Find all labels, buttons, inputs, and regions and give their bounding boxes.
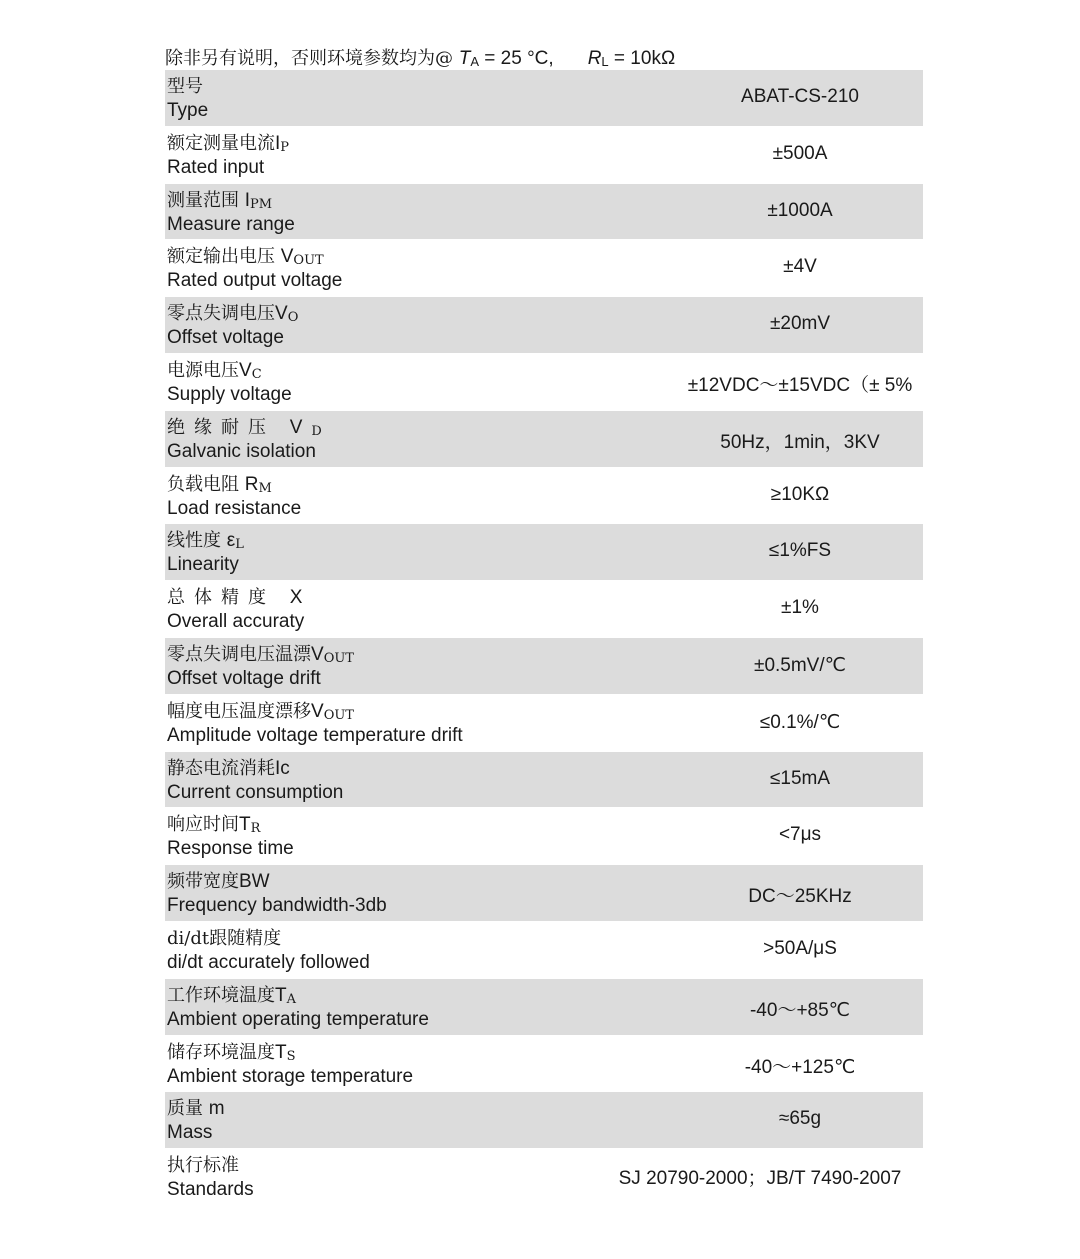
- spec-row: [165, 297, 923, 354]
- param-value: ≈65g: [778, 1108, 822, 1130]
- param-cn-text: 执行标准: [167, 1155, 239, 1177]
- param-name-en: Rated output voltage: [167, 270, 343, 292]
- param-cn-text: 电源电压: [167, 359, 239, 381]
- spec-row: [165, 1036, 923, 1093]
- param-symbol-sub: OUT: [293, 253, 324, 269]
- param-cn-text: 工作环境温度: [167, 984, 275, 1006]
- param-name-en: Linearity: [167, 554, 239, 576]
- spec-row: [165, 184, 923, 241]
- param-name-cn: [167, 1094, 225, 1120]
- spec-row: [165, 411, 923, 468]
- param-symbol: ε: [226, 530, 236, 552]
- param-value: SJ 20790-2000；JB/T 7490-2007: [618, 1168, 902, 1190]
- param-name-en: Galvanic isolation: [167, 440, 316, 462]
- param-cn-text: 型号: [167, 76, 203, 97]
- param-symbol-sub: D: [311, 423, 331, 439]
- param-symbol: X: [289, 587, 312, 609]
- param-name-cn: [167, 129, 289, 155]
- param-name-en: Offset voltage: [167, 327, 284, 349]
- param-cn-text: 额定输出电压: [167, 246, 281, 268]
- spec-row: [165, 70, 923, 127]
- spec-row: [165, 354, 923, 411]
- param-value: ±20mV: [769, 313, 831, 335]
- param-cn-text: 线性度: [167, 530, 227, 552]
- param-symbol: m: [208, 1098, 225, 1120]
- param-cn-text: 测量范围: [167, 189, 245, 211]
- param-name-cn: [167, 754, 290, 780]
- param-name-cn: [167, 924, 281, 950]
- param-name-cn: [167, 583, 311, 609]
- test-conditions-line: [165, 44, 675, 70]
- param-symbol-sub: P: [280, 139, 290, 155]
- param-symbol-sub: S: [286, 1048, 296, 1064]
- param-name-en: Type: [167, 100, 209, 121]
- param-name-en: Load resistance: [167, 497, 302, 519]
- spec-row: [165, 468, 923, 525]
- param-symbol: Ic: [275, 757, 290, 779]
- param-cn-text: 总体精度: [167, 587, 290, 609]
- ta-value: = 25 °C,: [479, 48, 554, 69]
- conditions-prefix: 除非另有说明，否则环境参数均为@: [165, 48, 459, 69]
- param-name-en: Supply voltage: [167, 383, 292, 405]
- param-symbol: V: [280, 246, 294, 268]
- param-value: ±4V: [783, 256, 817, 278]
- spec-row: [165, 695, 923, 752]
- param-symbol-sub: OUT: [323, 707, 354, 723]
- param-name-cn: [167, 867, 270, 893]
- param-symbol: V: [311, 643, 324, 665]
- param-name-cn: [167, 1151, 239, 1177]
- param-value: ±500A: [772, 142, 828, 164]
- param-name-cn: [167, 413, 331, 439]
- param-symbol: V: [289, 416, 312, 438]
- param-value: ≤15mA: [769, 767, 831, 789]
- param-symbol: R: [244, 473, 259, 495]
- param-value: -40～+125℃: [744, 1056, 856, 1078]
- param-value: ABAT-CS-210: [741, 86, 859, 107]
- spec-row: [165, 524, 923, 581]
- spec-row: [165, 752, 923, 809]
- param-cn-text: di/dt跟随精度: [167, 927, 282, 949]
- param-name-cn: [167, 1038, 296, 1064]
- param-name-en: Overall accuraty: [167, 611, 305, 633]
- param-name-en: Measure range: [167, 213, 295, 235]
- param-symbol-sub: M: [258, 480, 272, 496]
- param-name-en: di/dt accurately followed: [167, 951, 370, 973]
- param-symbol: I: [275, 132, 281, 154]
- param-symbol: T: [275, 984, 287, 1006]
- param-cn-text: 绝缘耐压: [167, 416, 290, 438]
- spec-table: [165, 70, 923, 1206]
- param-name-en: Ambient operating temperature: [167, 1008, 429, 1030]
- param-name-en: Amplitude voltage temperature drift: [167, 724, 463, 746]
- param-name-en: Rated input: [167, 156, 265, 178]
- param-name-cn: [167, 72, 203, 98]
- param-symbol: T: [275, 1041, 287, 1063]
- param-value: ±12VDC～±15VDC（± 5%: [687, 374, 913, 396]
- spec-row: [165, 979, 923, 1036]
- param-value: >50A/μS: [763, 937, 837, 959]
- param-name-cn: [167, 299, 298, 325]
- param-cn-text: 幅度电压温度漂移: [167, 700, 311, 722]
- param-cn-text: 静态电流消耗: [167, 757, 275, 779]
- param-symbol-sub: C: [251, 366, 262, 382]
- param-symbol-sub: R: [250, 821, 261, 837]
- param-symbol: V: [275, 303, 288, 325]
- param-symbol: V: [311, 700, 324, 722]
- param-cn-text: 质量: [167, 1098, 209, 1120]
- spec-row: [165, 1149, 923, 1206]
- param-value: ±0.5mV/℃: [754, 654, 846, 676]
- param-cn-text: 零点失调电压: [167, 303, 275, 325]
- param-value: ≤1%FS: [768, 540, 832, 562]
- param-value: 50Hz，1min，3KV: [720, 431, 880, 453]
- param-value: ≥10KΩ: [770, 483, 830, 505]
- param-value: ≤0.1%/℃: [759, 711, 841, 733]
- param-name-en: Current consumption: [167, 781, 344, 803]
- param-name-en: Standards: [167, 1179, 254, 1201]
- param-name-en: Ambient storage temperature: [167, 1065, 414, 1087]
- rl-subscript: L: [601, 54, 609, 69]
- param-value: -40～+85℃: [749, 999, 851, 1021]
- param-value: ±1%: [781, 597, 819, 619]
- param-symbol: T: [239, 814, 251, 836]
- param-name-en: Response time: [167, 838, 294, 860]
- spec-row: [165, 240, 923, 297]
- param-name-cn: [167, 242, 324, 268]
- param-symbol-sub: L: [235, 537, 244, 553]
- param-symbol-sub: OUT: [323, 650, 354, 666]
- param-name-cn: [167, 697, 354, 723]
- param-name-cn: [167, 981, 296, 1007]
- param-name-en: Frequency bandwidth-3db: [167, 895, 387, 917]
- param-cn-text: 频带宽度: [167, 871, 239, 893]
- param-name-cn: [167, 640, 354, 666]
- param-cn-text: 响应时间: [167, 814, 239, 836]
- param-symbol: BW: [239, 871, 270, 893]
- param-cn-text: 储存环境温度: [167, 1041, 275, 1063]
- spec-row: [165, 922, 923, 979]
- ta-symbol: T: [458, 48, 471, 69]
- spec-row: [165, 1092, 923, 1149]
- param-name-cn: [167, 470, 272, 496]
- param-value: <7μs: [778, 824, 822, 846]
- param-name-cn: [167, 356, 262, 382]
- param-symbol-sub: PM: [250, 196, 273, 212]
- spec-row: [165, 865, 923, 922]
- param-symbol-sub: A: [286, 991, 296, 1007]
- rl-symbol: R: [587, 48, 602, 69]
- rl-value: = 10kΩ: [608, 48, 676, 69]
- param-name-cn: [167, 526, 244, 552]
- spec-row: [165, 638, 923, 695]
- param-name-cn: [167, 186, 272, 212]
- spec-row: [165, 127, 923, 184]
- param-cn-text: 额定测量电流: [167, 132, 275, 154]
- param-name-en: Mass: [167, 1122, 213, 1144]
- param-cn-text: 零点失调电压温漂: [167, 643, 311, 665]
- param-symbol: I: [244, 189, 251, 211]
- param-cn-text: 负载电阻: [167, 473, 245, 495]
- param-name-cn: [167, 810, 260, 836]
- param-symbol: V: [239, 359, 252, 381]
- param-name-en: Offset voltage drift: [167, 667, 321, 689]
- param-value: DC～25KHz: [748, 886, 852, 908]
- param-symbol-sub: O: [287, 310, 299, 326]
- ta-subscript: A: [470, 54, 480, 69]
- param-value: ±1000A: [767, 199, 833, 221]
- spec-row: [165, 581, 923, 638]
- spec-row: [165, 808, 923, 865]
